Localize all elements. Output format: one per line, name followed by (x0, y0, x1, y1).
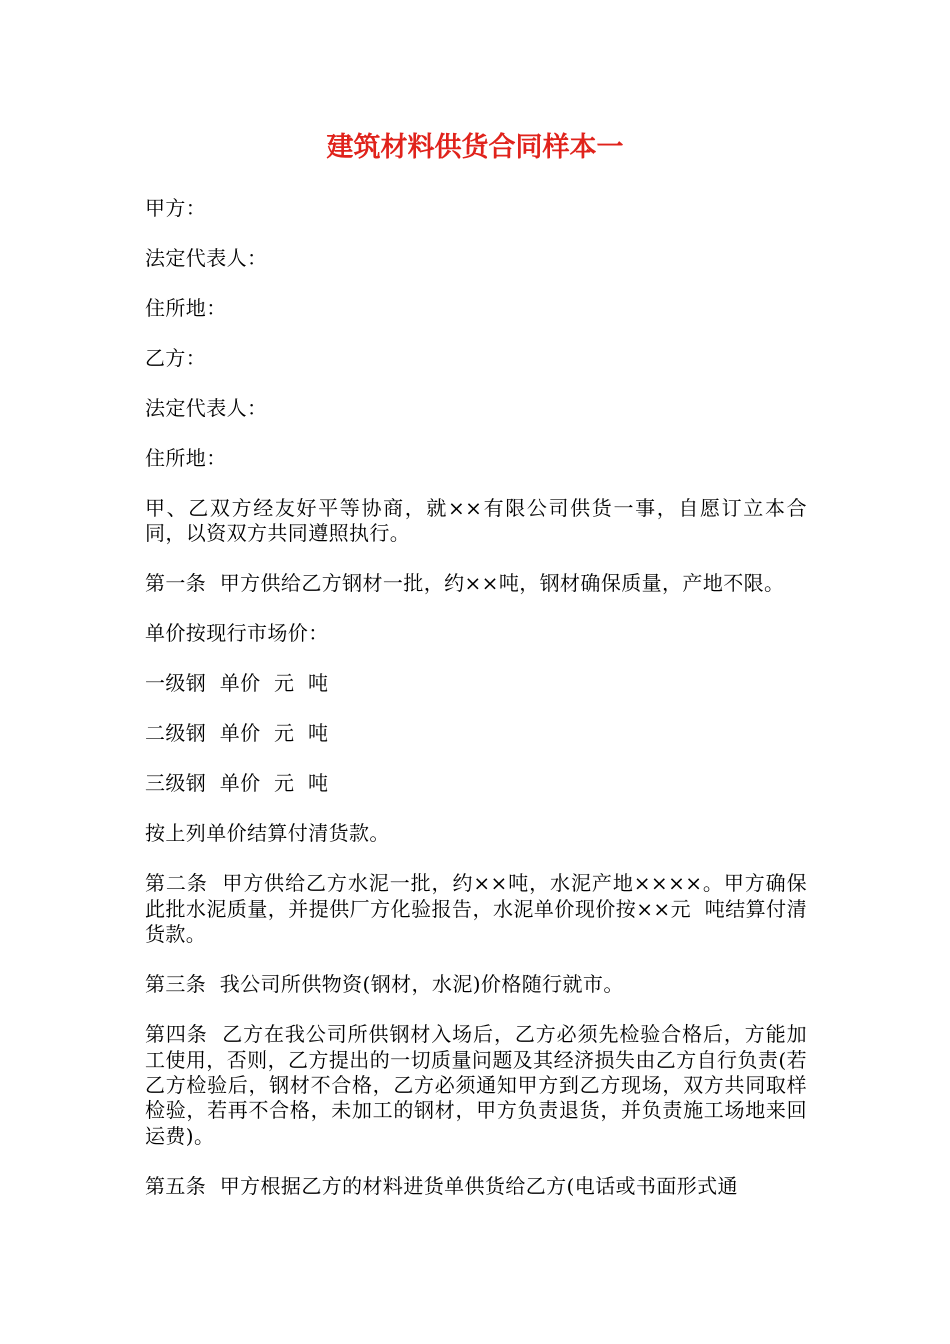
party-a-legal-representative: 法定代表人： (145, 246, 268, 270)
document-body (145, 196, 807, 1224)
article-5: 第五条 甲方根据乙方的材料进货单供货给乙方(电话或书面形式通 (145, 1173, 738, 1198)
party-b-legal-representative: 法定代表人： (145, 396, 268, 420)
party-a-address: 住所地： (145, 296, 227, 320)
article-3: 第三条 我公司所供物资(钢材，水泥)价格随行就市。 (145, 972, 624, 997)
article-2: 第二条 甲方供给乙方水泥一批，约××吨，水泥产地××××。甲方确保此批水泥质量，并提供厂方化验报告，水泥单价现价按××元 吨结算付清货款。 (145, 871, 807, 947)
price-line-grade-3: 三级钢 单价 元 吨 (145, 771, 329, 796)
party-b-label: 乙方： (145, 346, 207, 370)
preamble-paragraph: 甲、乙双方经友好平等协商，就××有限公司供货一事，自愿订立本合同，以资双方共同遵照执行。 (145, 496, 807, 546)
settlement-note: 按上列单价结算付清货款。 (145, 821, 390, 846)
price-line-grade-2: 二级钢 单价 元 吨 (145, 721, 329, 746)
document-title: 建筑材料供货合同样本一 (326, 132, 624, 163)
article-4: 第四条 乙方在我公司所供钢材入场后，乙方必须先检验合格后，方能加工使用，否则，乙方提出的一切质量问题及其经济损失由乙方自行负责(若乙方检验后，钢材不合格，乙方必须通知甲方到乙方现场，双方共同取样检验，若再不合格，未加工的钢材，甲方负责退货，并负责施工场地来回运费)。 (145, 1022, 807, 1148)
price-line-grade-1: 一级钢 单价 元 吨 (145, 671, 329, 696)
unit-price-heading: 单价按现行市场价： (145, 621, 329, 646)
party-b-address: 住所地： (145, 446, 227, 470)
article-1: 第一条 甲方供给乙方钢材一批，约××吨，钢材确保质量，产地不限。 (145, 571, 785, 596)
party-a-label: 甲方： (145, 196, 207, 220)
